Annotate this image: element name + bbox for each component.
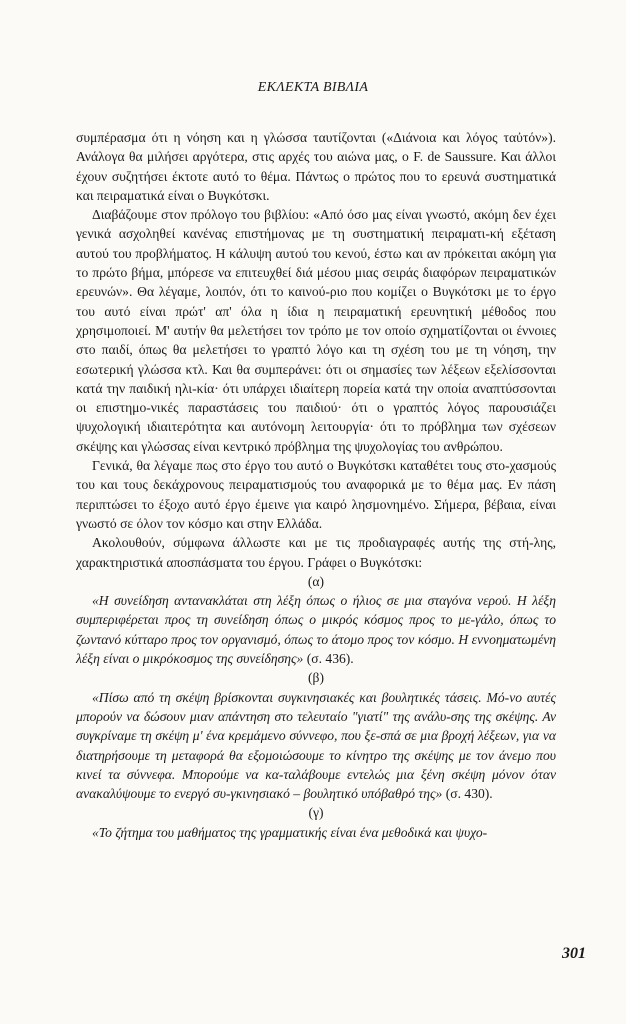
quotation [76, 823, 556, 842]
page-number: 301 [562, 945, 586, 962]
quotation-text: «Πίσω από τη σκέψη βρίσκονται συγκινησιακές και βουλητικές τάσεις. Μό-νο αυτές μπορούν να δώσουν μιαν απάντηση στο τελευταίο "γιατί" της ανάλυ-σης της σκέψης. Αν συγκρίναμε τη σκέψη μ' ένα κρεμάμενο σύννεφο, που ξε-σπά σε μια βροχή λέξεων, για να διατηρήσουμε τη μεταφορά θα εξομοιώσουμε το κίνητρο της σκέψης με τον άνεμο που κινεί τα σύννεφα. Μπορούμε να κα-ταλάβουμε εντελώς μια ξένη σκέψη μόνον όταν ανακαλύψουμε το ενεργό συ-γκινησιακό – βουλητικό υπόβαθρό της» [76, 689, 556, 802]
excerpt-marker: (β) [308, 670, 324, 686]
page-citation: (σ. 430). [442, 786, 493, 802]
paragraph: Διαβάζουμε στον πρόλογο του βιβλίου: «Από όσο μας είναι γνωστό, ακόμη δεν έχει γενικά ασχοληθεί κανένας επιστήμονας με τη συστηματική πειραματι-κή εξέταση αυτού του προβλήματος. Η κάλυψη αυτού του κενού, έστω και αν πρόκειται ακόμη για το πρώτο βήμα, μπόρεσε να επιτευχθεί διά μέσου μιας σειράς διαφόρων πειραματικών ερευνών». Θα λέγαμε, λοιπόν, ότι το καινού-ριο που κομίζει ο Βυγκότσκι με το έργο του αυτό είναι πρώτ' απ' όλα η ίδια η πειραματική ερευνητική μέθοδος που χρησιμοποιεί. Μ' αυτήν θα μελετήσει τον τρόπο με τον οποίο σχηματίζονται οι έννοιες στο παιδί, όπως θα μελετήσει το γραπτό λόγο και τη σχέση του με τη νόηση, την εσωτερική γλώσσα κτλ. Και θα συμπεράνει: ότι οι σημασίες των λέξεων εξελίσσονται κατά την παιδική ηλι-κία· ότι υπάρχει ιδιαίτερη πορεία κατά την οποία αναπτύσσονται οι επιστημο-νικές παραστάσεις του παιδιού· ότι ο γραπτός λόγος παρουσιάζει ψυχολογική ιδιαιτερότητα και αυτόνομη λειτουργία· ότι το πρόβλημα των σχέσεων σκέψης και γλώσσας είναι κεντρικό πρόβλημα της ψυχολογίας του ανθρώπου. [76, 207, 556, 454]
quotation [76, 591, 556, 668]
excerpt-marker: (γ) [308, 805, 324, 821]
paragraph: συμπέρασμα ότι η νόηση και η γλώσσα ταυτίζονται («Διάνοια και λόγος ταὐτόν»). Ανάλογα θα μιλήσει αργότερα, στις αρχές του αιώνα μας, ο F. de Saussure. Και άλλοι έχουν συζητήσει έκτοτε αυτό το θέμα. Πάντως ο πρώτος που το ερευνά συστηματικά και πειραματικά είναι ο Βυγκότσκι. [76, 130, 556, 203]
paragraph: Γενικά, θα λέγαμε πως στο έργο του αυτό ο Βυγκότσκι καταθέτει τους στο-χασμούς του και τους δεκάχρονους πειραματισμούς του αναφορικά με το θέμα μας. Εν πάση περιπτώσει το έξοχο αυτό έργο έμεινε για καιρό λησμονημένο. Σήμερα, βέβαια, είναι γνωστό σε όλον τον κόσμο και στην Ελλάδα. [76, 458, 556, 531]
running-head: ΕΚΛΕΚΤΑ ΒΙΒΛΙΑ [257, 80, 369, 95]
quotation [76, 688, 556, 804]
quotation-text: «Το ζήτημα του μαθήματος της γραμματικής είναι ένα μεθοδικά και ψυχο- [92, 824, 488, 840]
excerpt-marker: (α) [307, 573, 325, 589]
quotation-text: «Η συνείδηση αντανακλάται στη λέξη όπως ο ήλιος σε μια σταγόνα νερού. Η λέξη συμπεριφέρεται προς τη συνείδηση όπως ο μικρός κόσμος προς το με-γάλο, όπως το ζωντανό κύτταρο προς τον οργανισμό, όπως το άτομο προς τον κόσμο. Η εννοηματωμένη λέξη είναι ο μικρόκοσμος της συνείδησης» [76, 593, 556, 667]
body-text [76, 128, 556, 842]
paragraph: Ακολουθούν, σύμφωνα άλλωστε και με τις προδιαγραφές αυτής της στή-λης, χαρακτηριστικά αποσπάσματα του έργου. Γράφει ο Βυγκότσκι: [76, 535, 556, 570]
page-citation: (σ. 436). [303, 651, 354, 667]
